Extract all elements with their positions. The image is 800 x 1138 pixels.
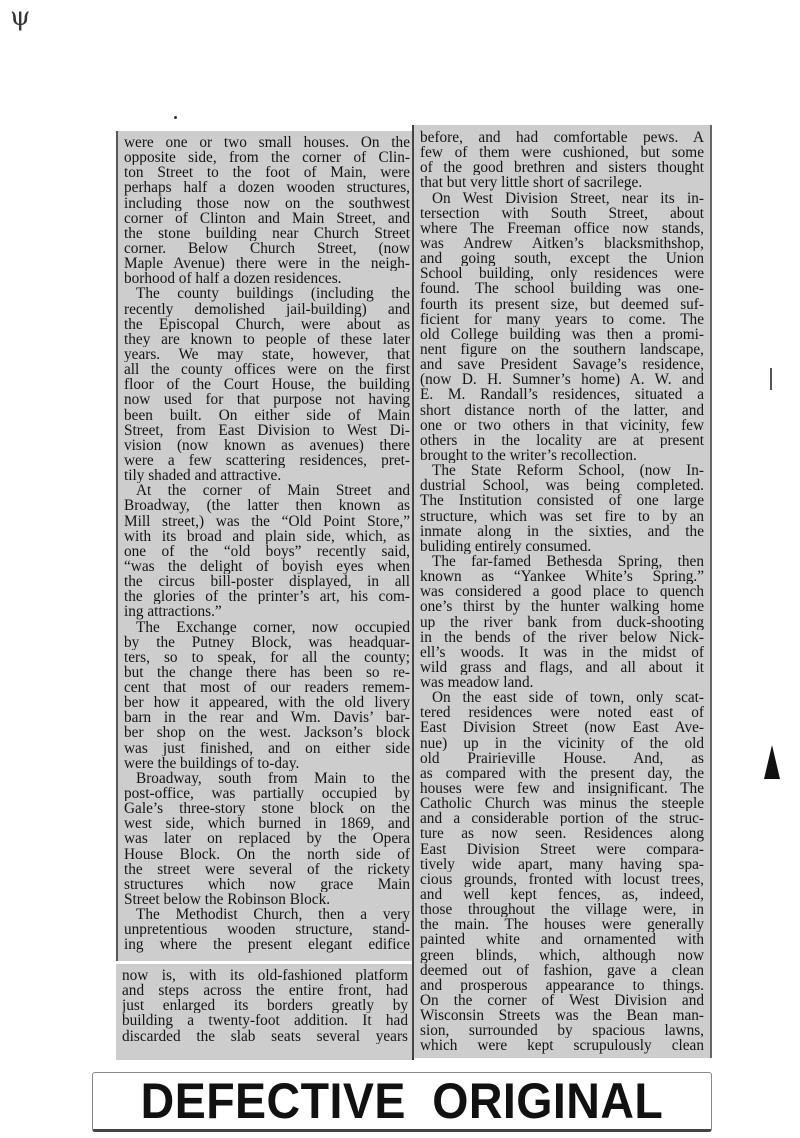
text-line: the stone building near Church Street: [124, 225, 410, 241]
text-line: old College building was then a promi-: [420, 326, 704, 342]
text-line: Street below the Robinson Block.: [124, 892, 331, 908]
text-line: E. M. Randall’s residences, situated a: [420, 387, 704, 403]
text-line: The far-famed Bethesda Spring, then: [432, 553, 704, 570]
stamp-text: DEFECTIVE ORIGINAL: [140, 1073, 664, 1129]
text-line: west side, which burned in 1869, and: [124, 816, 410, 832]
text-line: post-office, was partially occupied by: [124, 786, 410, 802]
article-column-left-top: [116, 131, 414, 961]
text-line: corner. Below Church Street, (now: [124, 240, 410, 257]
text-line: borhood of half a dozen residences.: [124, 271, 342, 287]
text-line: East Division Street (now East Ave-: [420, 720, 704, 736]
text-line: they are known to people of these later: [124, 331, 410, 347]
text-line: now used for that purpose not having: [124, 392, 410, 408]
text-line: of the good brethren and sisters thought: [420, 160, 704, 176]
paragraph: [420, 690, 704, 1053]
text-line: one of the “old boys” recently said,: [124, 543, 410, 559]
text-line: nue) up in the vicinity of the old: [420, 735, 704, 751]
text-line: where The Freeman office now stands,: [420, 220, 704, 236]
text-line: as compared with the present day, the: [420, 765, 704, 782]
text-line: and going south, except the Union: [420, 251, 704, 267]
text-line: the street were several of the rickety: [124, 861, 410, 877]
text-line: tively wide apart, many having spa-: [420, 856, 704, 872]
text-line: floor of the Court House, the building: [124, 377, 410, 393]
text-line: the Episcopal Church, were about as: [124, 316, 410, 332]
text-line: those throughout the village were, in: [420, 902, 704, 918]
text-line: unpretentious wooden structure, stand-: [124, 922, 410, 938]
text-line: The county buildings (including the: [136, 286, 410, 302]
margin-tick-right: [770, 368, 772, 390]
text-line: ber shop on the west. Jackson’s block: [124, 725, 410, 741]
text-line: ture as now seen. Residences along: [420, 826, 704, 842]
text-line: years. We may state, however, that: [124, 346, 410, 363]
text-line: and prosperous appearance to things.: [420, 977, 704, 994]
text-line: up the river bank from duck-shooting: [420, 614, 704, 630]
text-line: before, and had comfortable pews. A: [420, 130, 704, 146]
text-line: “was the delight of boyish eyes when: [124, 558, 410, 575]
paragraph: [124, 907, 410, 952]
text-line: building a twenty-foot addition. It had: [122, 1013, 408, 1029]
text-line: and well kept fences, as, indeed,: [420, 887, 704, 903]
article-column-right: [412, 125, 712, 1058]
text-line: cent that most of our readers remem-: [124, 680, 410, 696]
margin-mark-triangle: [764, 745, 780, 779]
text-line: perhaps half a dozen wooden structures,: [124, 180, 410, 196]
text-line: was meadow land.: [420, 675, 534, 691]
paragraph: [420, 130, 704, 191]
text-line: including those now on the southwest: [124, 195, 410, 211]
text-line: houses were few and insignificant. The: [420, 781, 704, 797]
text-line: vision (now known as avenues) there: [124, 437, 410, 453]
text-line: Catholic Church was minus the steeple: [420, 796, 704, 812]
text-line: and save President Savage’s residence,: [420, 357, 704, 373]
text-line: tily shaded and attractive.: [124, 468, 282, 484]
text-line: and a considerable portion of the struc-: [420, 811, 704, 827]
text-line: dustrial School, was being completed.: [420, 478, 704, 494]
paragraph: [420, 554, 704, 690]
text-line: opposite side, from the corner of Clin-: [124, 150, 410, 166]
text-line: ton Street to the foot of Main, were: [124, 165, 410, 181]
text-line: others in the locality are at present: [420, 432, 704, 448]
text-line: just enlarged its borders greatly by: [122, 998, 408, 1014]
text-line: On West Division Street, near its in-: [432, 190, 704, 206]
text-line: cious grounds, fronted with locust trees,: [420, 871, 704, 888]
text-line: sion, surrounded by spacious lawns,: [420, 1023, 704, 1039]
text-line: (now D. H. Sumner’s home) A. W. and: [420, 372, 704, 388]
text-line: structure, which was set fire to by an: [420, 508, 704, 524]
text-line: The State Reform School, (now In-: [432, 463, 704, 479]
margin-dot: [174, 116, 177, 119]
text-line: ell’s woods. It was in the midst of: [420, 644, 704, 660]
margin-mark-top-left: ψ: [10, 2, 31, 32]
text-line: was Andrew Aitken’s blacksmithshop,: [420, 235, 704, 252]
text-line: tersection with South Street, about: [420, 205, 704, 221]
text-line: Maple Avenue) there were in the neigh-: [124, 256, 410, 272]
text-line: were a few scattering residences, pret-: [124, 452, 410, 469]
article-column-left-bottom: [116, 964, 414, 1060]
text-line: East Division Street were compara-: [420, 841, 704, 857]
text-line: by the Putney Block, was headquar-: [124, 634, 410, 650]
text-line: deemed out of fashion, gave a clean: [420, 962, 704, 978]
text-line: ters, so to speak, for all the county;: [124, 649, 410, 665]
text-line: was just finished, and on either side: [124, 740, 410, 756]
text-line: ing where the present elegant edifice: [124, 937, 410, 953]
text-line: The Exchange corner, now occupied: [136, 619, 410, 635]
text-line: few of them were cushioned, but some: [420, 145, 704, 161]
text-line: the main. The houses were generally: [420, 917, 704, 933]
text-line: was considered a good place to quench: [420, 584, 704, 600]
text-line: painted white and ornamented with: [420, 932, 704, 948]
text-line: ber how it appeared, with the old livery: [124, 695, 410, 711]
text-line: ing attractions.”: [124, 604, 222, 620]
text-line: now is, with its old-fashioned platform: [122, 968, 408, 984]
text-line: was later on replaced by the Opera: [124, 831, 410, 847]
text-line: Mill street,) was the “Old Point Store,”: [124, 513, 410, 529]
text-line: with its broad and plain side, which, as: [124, 528, 410, 544]
paragraph: [420, 191, 704, 464]
text-line: The Institution consisted of one large: [420, 493, 704, 509]
text-line: recently demolished jail-building) and: [124, 301, 410, 317]
text-line: The Methodist Church, then a very: [136, 907, 410, 923]
text-line: Gale’s three-story stone block on the: [124, 801, 410, 817]
text-line: were the buildings of to-day.: [124, 755, 300, 771]
text-line: which were kept scrupulously clean: [420, 1038, 704, 1054]
text-line: On the east side of town, only scat-: [432, 690, 704, 706]
paragraph: [124, 135, 410, 286]
paragraph: [122, 968, 408, 1044]
text-line: discarded the slab seats several years: [122, 1028, 408, 1044]
text-line: the glories of the printer’s art, his com-: [124, 589, 410, 605]
text-line: Broadway, (the latter then known as: [124, 498, 410, 514]
text-line: the circus bill-poster displayed, in all: [124, 574, 410, 590]
text-line: wild grass and flags, and all about it: [420, 659, 704, 676]
text-line: green blinds, which, although now: [420, 947, 704, 963]
paragraph: [124, 483, 410, 619]
text-line: House Block. On the north side of: [124, 846, 410, 862]
text-line: were one or two small houses. On the: [124, 135, 410, 151]
text-line: structures which now grace Main: [124, 876, 410, 893]
text-line: ficient for many years to come. The: [420, 311, 704, 327]
text-line: but the change there has been so re-: [124, 664, 410, 681]
text-line: old Prairieville House. And, as: [420, 750, 704, 766]
text-line: Broadway, south from Main to the: [136, 770, 410, 787]
text-line: buliding entirely consumed.: [420, 538, 592, 554]
paragraph: [124, 771, 410, 907]
text-line: been built. On either side of Main: [124, 407, 410, 423]
text-line: inmate along in the sixties, and the: [420, 523, 704, 539]
text-line: School building, only residences were: [420, 266, 704, 282]
text-line: fourth its present size, but deemed suf-: [420, 296, 704, 312]
text-line: Wisconsin Streets was the Bean man-: [420, 1008, 704, 1024]
paragraph: [124, 286, 410, 483]
text-line: barn in the rear and Wm. Davis’ bar-: [124, 710, 410, 726]
text-line: brought to the writer’s recollection.: [420, 447, 637, 464]
text-line: found. The school building was one-: [420, 281, 704, 297]
text-line: that but very little short of sacrilege.: [420, 175, 643, 191]
text-line: short distance north of the latter, and: [420, 402, 704, 418]
text-line: in the bends of the river below Nick-: [420, 629, 704, 645]
text-line: tered residences were noted east of: [420, 705, 704, 721]
text-line: known as “Yankee White’s Spring.”: [420, 569, 704, 585]
text-line: On the corner of West Division and: [420, 993, 704, 1009]
text-line: one or two others in that vicinity, few: [420, 417, 704, 433]
text-line: and steps across the entire front, had: [122, 983, 408, 999]
text-line: Street, from East Division to West Di-: [124, 422, 410, 438]
defective-original-stamp: [92, 1072, 712, 1132]
text-line: one’s thirst by the hunter walking home: [420, 599, 704, 615]
text-line: corner of Clinton and Main Street, and: [124, 210, 410, 226]
text-line: At the corner of Main Street and: [136, 483, 410, 499]
text-line: all the county offices were on the first: [124, 362, 410, 378]
text-line: nent figure on the southern landscape,: [420, 341, 704, 358]
paragraph: [420, 463, 704, 554]
paragraph: [124, 620, 410, 771]
